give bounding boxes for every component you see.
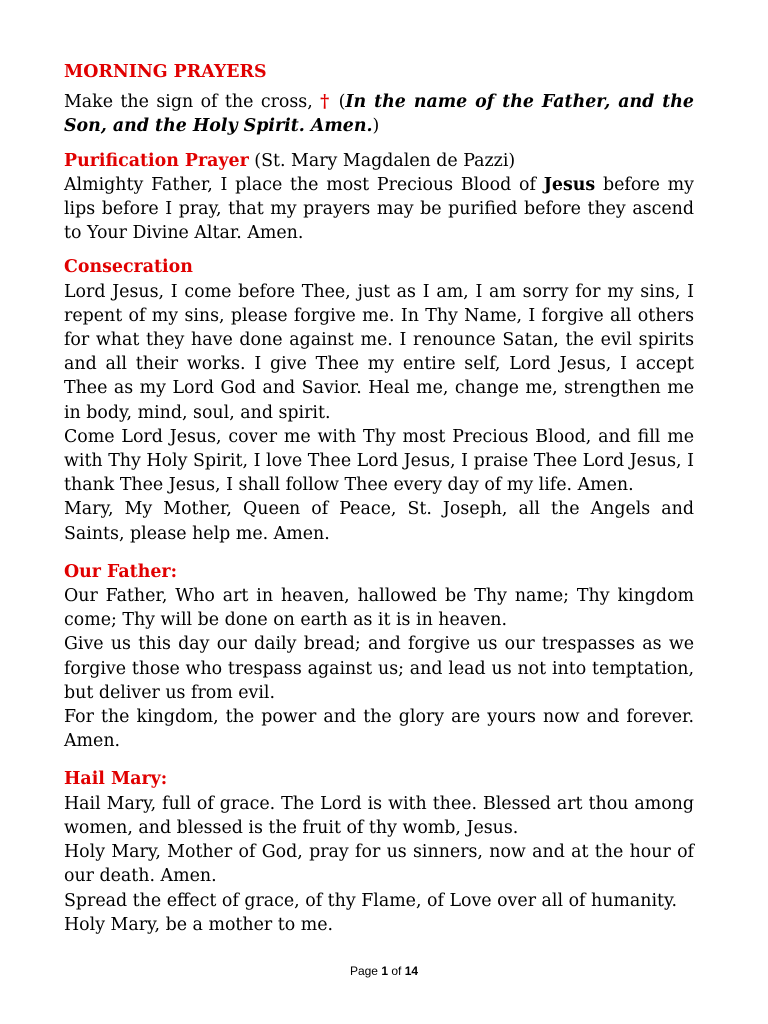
footer-current-page: 1 (381, 964, 388, 978)
sign-of-cross-text: Make the sign of the cross, (64, 92, 321, 113)
page-title: MORNING PRAYERS (64, 62, 267, 82)
hail-mary-heading: Hail Mary: (64, 769, 168, 790)
cross-symbol: † (320, 92, 332, 113)
our-father-paragraph: For the kingdom, the power and the glory are yours now and forever. Amen. (64, 707, 694, 752)
consecration-heading: Consecration (64, 257, 193, 278)
purification-body-end: before my lips before I pray, that my prayers may be purified before they ascend to Your Divine Altar. Amen. (64, 174, 694, 244)
hail-mary-paragraph: Hail Mary, full of grace. The Lord is with thee. Blessed art thou among women, and blessed is the fruit of thy womb, Jesus. (64, 793, 694, 838)
hail-mary-paragraph: Holy Mary, Mother of God, pray for us sinners, now and at the hour of our death. Amen. (64, 842, 694, 887)
hail-mary-paragraph: Spread the effect of grace, of thy Flame, of Love over all of humanity. (64, 890, 678, 911)
purification-body-start: Almighty Father, I place the most Precious Blood of (64, 174, 544, 195)
purification-body (64, 173, 694, 246)
sign-of-cross-line (64, 90, 694, 138)
our-father-paragraph: Give us this day our daily bread; and forgive us our trespasses as we forgive those who trespass against us; and lead us not into temptation, but deliver us from evil. (64, 634, 694, 703)
paren-open: ( (331, 92, 346, 113)
footer-of: of (388, 964, 405, 978)
footer-total-pages: 14 (404, 964, 419, 978)
purification-source: (St. Mary Magdalen de Pazzi) (248, 150, 516, 171)
footer-page-prefix: Page (349, 964, 382, 978)
consecration-paragraph: Lord Jesus, I come before Thee, just as I am, I am sorry for my sins, I repent of my sins, please forgive me. In Thy Name, I forgive all others for what they have done against me. I renounce Satan, the evil spirits and all their works. I give Thee my entire self, Lord Jesus, I accept Thee as my Lord God and Savior. Heal me, change me, strengthen me in body, mind, soul, and spirit. (64, 281, 694, 423)
purification-heading: Purification Prayer (64, 150, 249, 171)
document-page (64, 60, 694, 937)
purification-heading-line (64, 149, 694, 173)
consecration-paragraph: Come Lord Jesus, cover me with Thy most Precious Blood, and fill me with Thy Holy Spirit, I love Thee Lord Jesus, I praise Thee Lord Jesus, I thank Thee Jesus, I shall follow Thee every day of my life. Amen. (64, 426, 694, 496)
hail-mary-paragraph: Holy Mary, be a mother to me. (64, 914, 334, 935)
paren-close: ) (372, 116, 380, 137)
sign-of-cross-invocation: In the name of the Father, and the Son, and the Holy Spirit. Amen. (64, 92, 694, 137)
our-father-paragraph: Our Father, Who art in heaven, hallowed be Thy name; Thy kingdom come; Thy will be done on earth as it is in heaven. (64, 586, 694, 631)
page-footer (0, 964, 768, 978)
purification-body-bold: Jesus (543, 174, 596, 195)
consecration-paragraph: Mary, My Mother, Queen of Peace, St. Joseph, all the Angels and Saints, please help me. Amen. (64, 499, 694, 544)
our-father-heading: Our Father: (64, 561, 177, 582)
